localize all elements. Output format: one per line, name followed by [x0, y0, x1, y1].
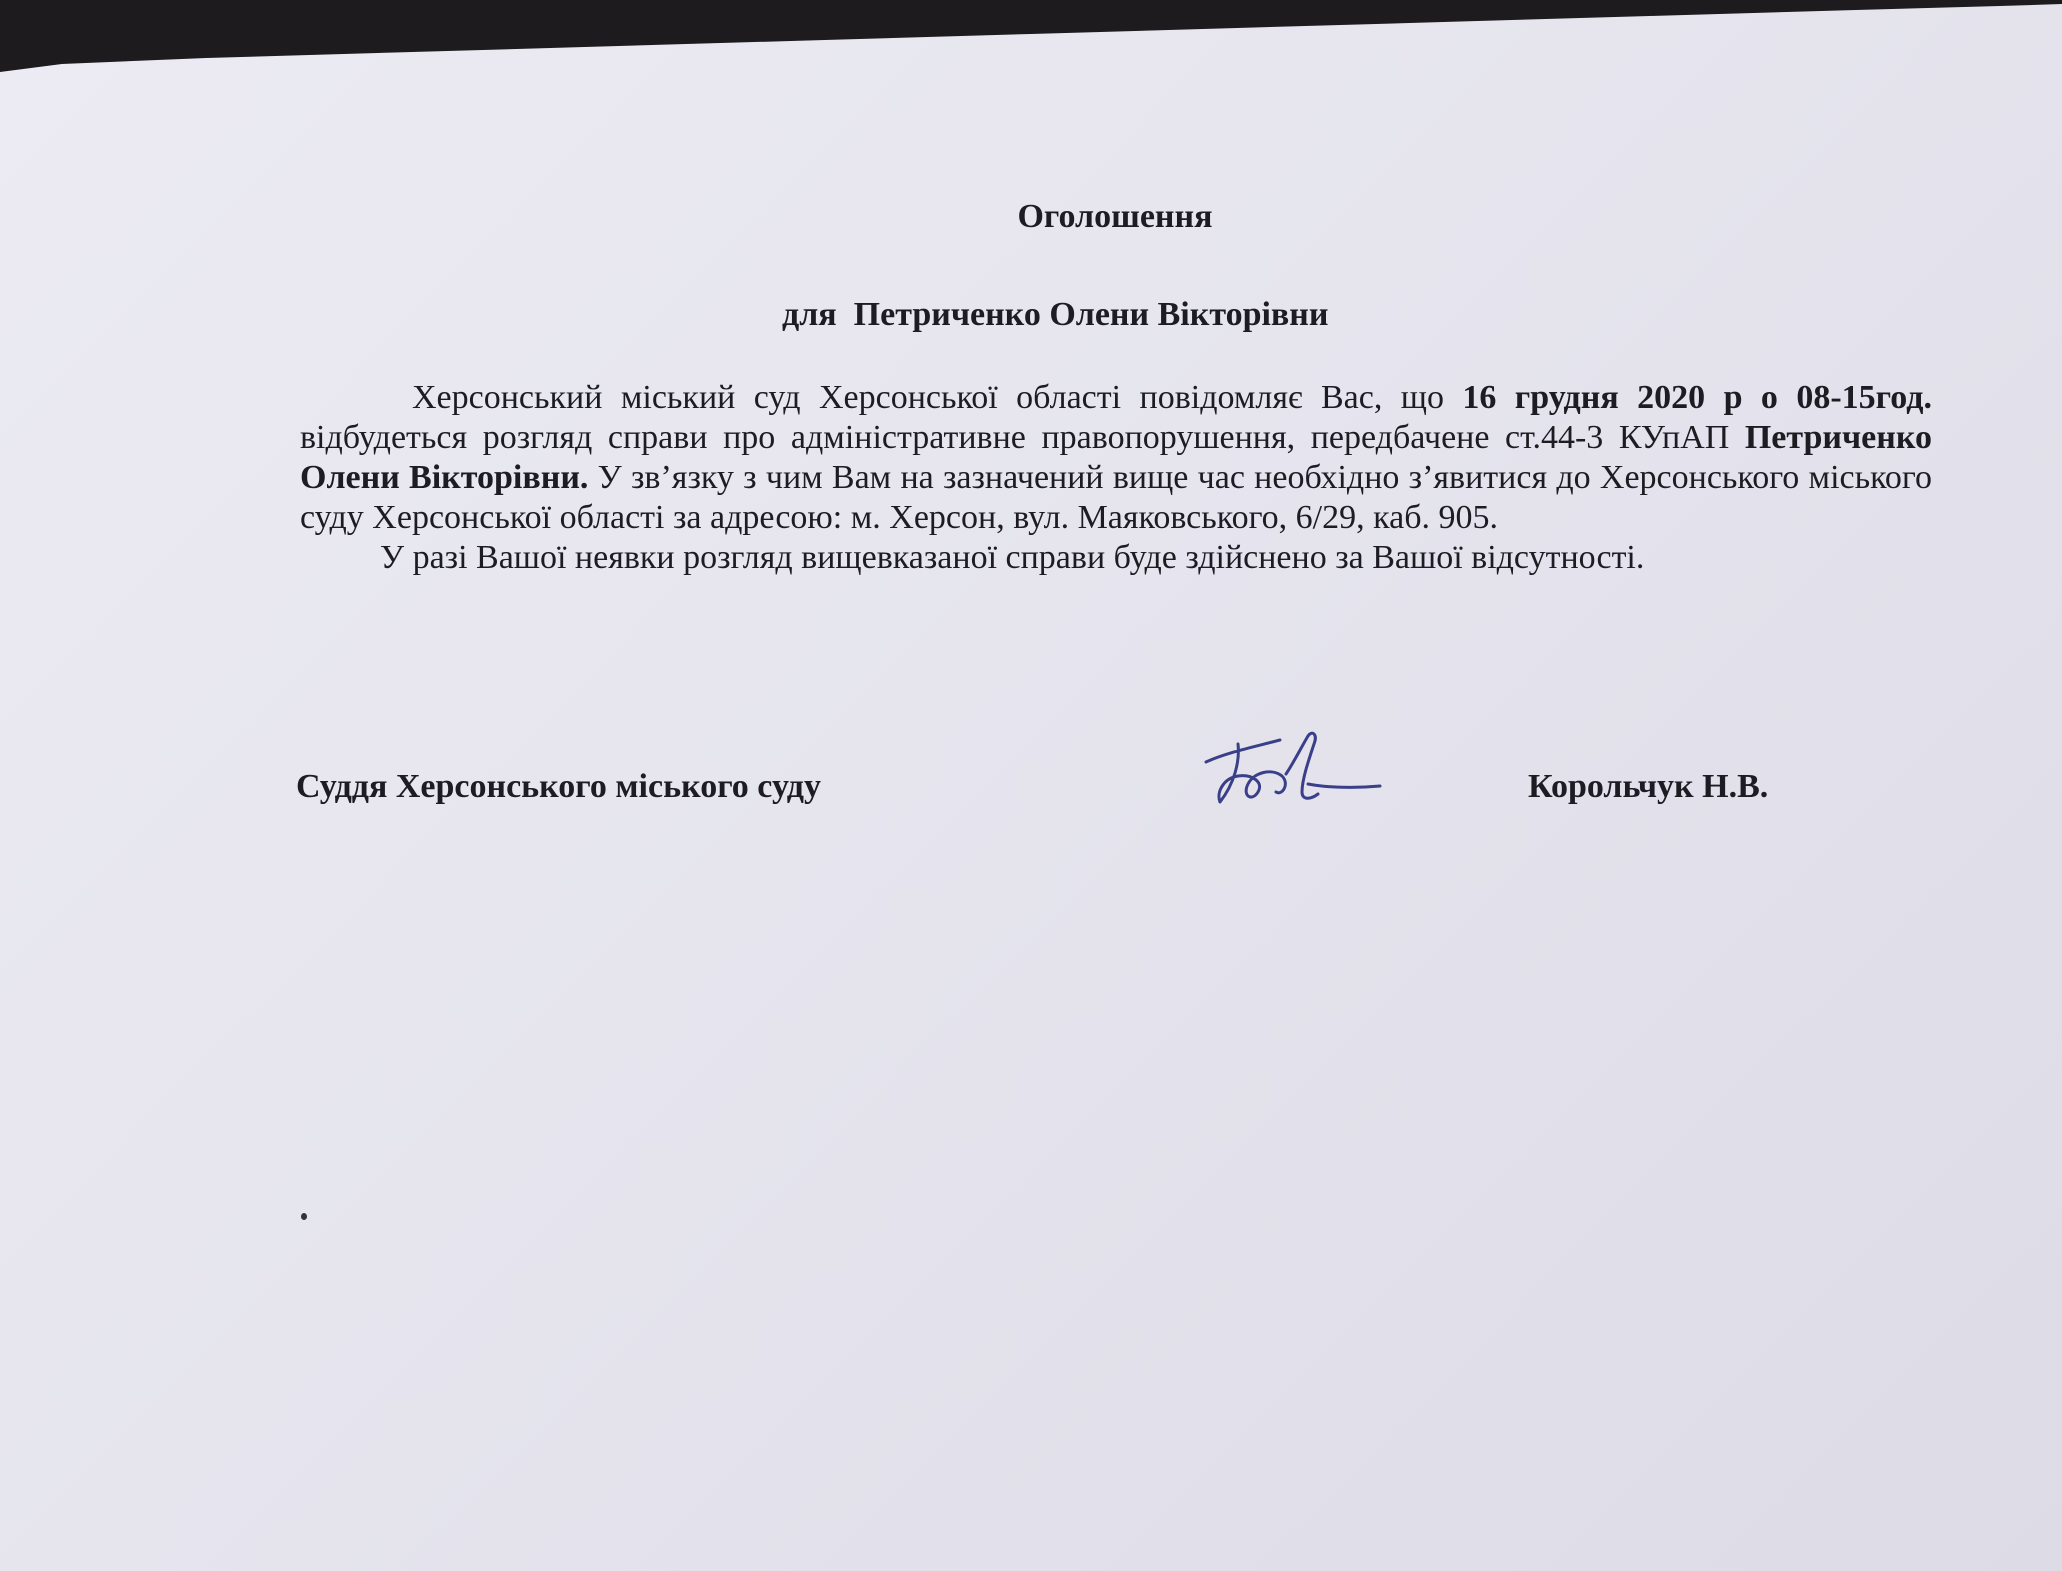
paragraph-hearing-part2: відбудеться розгляд справи про адміністративне правопорушення, передбачене ст.44-3 КУпАП	[300, 419, 1745, 456]
judge-name: Корольчук Н.В.	[1528, 768, 1769, 805]
paragraph-hearing	[300, 378, 1932, 538]
paragraph-hearing-part1: Херсонський міський суд Херсонської області повідомляє Вас, що	[412, 379, 1463, 416]
document-title: Оголошення	[1017, 198, 1213, 235]
notice-body	[300, 378, 1932, 578]
paragraph-hearing-part3: У зв’язку з чим Вам на зазначений вище час необхідно з’явитися до Херсонського міського суду Херсонської області за адресою: м. Херсон, вул. Маяковського, 6/29, каб. 905.	[300, 459, 1933, 536]
handwritten-signature	[1198, 722, 1388, 812]
subtitle-name: Петриченко Олени Вікторівни	[853, 296, 1329, 333]
defendant-name: Петриченко Олени Вікторівни.	[300, 419, 1932, 496]
paragraph-absence: У разі Вашої неявки розгляд вищевказаної справи буде здійснено за Вашої відсутності.	[380, 539, 1645, 576]
judge-position: Суддя Херсонського міського суду	[296, 768, 822, 805]
subtitle-prefix: для	[782, 296, 837, 333]
hearing-date: 16 грудня 2020 р о 08-15год.	[1462, 379, 1932, 416]
ink-speck	[301, 1213, 307, 1220]
document-subtitle	[782, 296, 1328, 334]
